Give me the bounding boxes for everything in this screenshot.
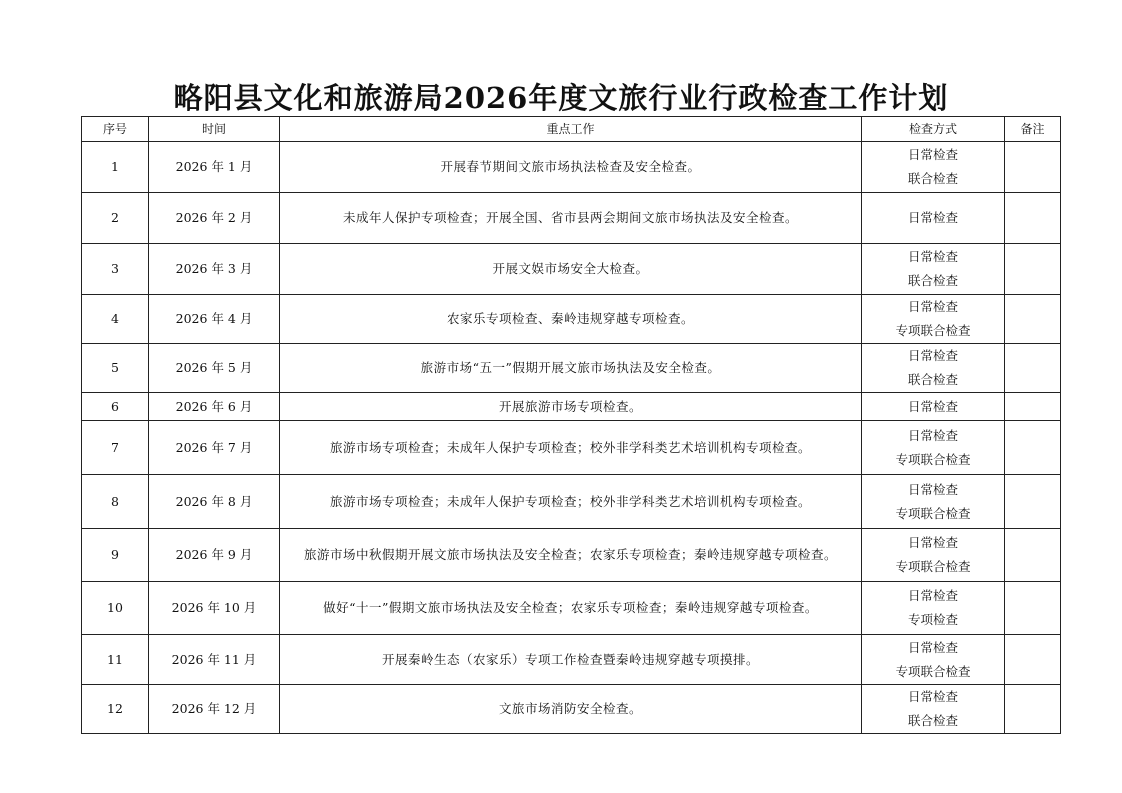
row-time-cell: 2026 年 9 月 — [149, 529, 280, 582]
row-index-cell: 7 — [82, 421, 149, 475]
inspection-method: 专项联合检查 — [895, 663, 971, 679]
document-title: 略阳县文化和旅游局2026年度文旅行业行政检查工作计划 — [173, 81, 949, 115]
row-remark-cell — [1005, 393, 1061, 421]
inspection-method: 日常检查 — [907, 639, 958, 655]
row-time-cell: 2026 年 12 月 — [149, 685, 280, 734]
row-method-cell — [862, 393, 1005, 421]
row-time-cell: 2026 年 3 月 — [149, 244, 280, 295]
inspection-method: 专项检查 — [907, 612, 958, 627]
row-work-cell: 未成年人保护专项检查；开展全国、省市县两会期间文旅市场执法及安全检查。 — [280, 193, 862, 244]
row-work-cell: 开展春节期间文旅市场执法检查及安全检查。 — [280, 142, 862, 193]
row-time-cell: 2026 年 1 月 — [149, 142, 280, 193]
header-remark: 备注 — [1005, 117, 1061, 142]
row-remark-cell — [1005, 421, 1061, 475]
row-index-cell: 10 — [82, 582, 149, 635]
inspection-method: 日常检查 — [907, 588, 958, 603]
table-row — [82, 142, 1061, 193]
table-header-row — [82, 117, 1061, 142]
table-row — [82, 295, 1061, 344]
row-time-cell: 2026 年 8 月 — [149, 475, 280, 529]
row-index-cell: 8 — [82, 475, 149, 529]
inspection-method: 日常检查 — [907, 147, 958, 162]
table-body — [82, 142, 1061, 734]
row-time-cell: 2026 年 10 月 — [149, 582, 280, 635]
row-remark-cell — [1005, 635, 1061, 685]
inspection-method: 日常检查 — [907, 398, 958, 414]
row-method-cell — [862, 344, 1005, 393]
inspection-method: 日常检查 — [907, 299, 958, 314]
inspection-method: 联合检查 — [907, 273, 958, 288]
row-method-cell — [862, 635, 1005, 685]
inspection-method: 专项联合检查 — [895, 323, 971, 338]
table-row — [82, 421, 1061, 475]
row-time-cell: 2026 年 7 月 — [149, 421, 280, 475]
table-row — [82, 393, 1061, 421]
row-time-cell: 2026 年 4 月 — [149, 295, 280, 344]
inspection-method: 日常检查 — [907, 689, 958, 704]
header-time: 时间 — [149, 117, 280, 142]
row-method-cell — [862, 421, 1005, 475]
row-remark-cell — [1005, 244, 1061, 295]
inspection-method: 专项联合检查 — [895, 505, 971, 521]
row-index-cell: 11 — [82, 635, 149, 685]
inspection-method: 日常检查 — [907, 348, 958, 363]
inspection-method: 日常检查 — [907, 535, 958, 550]
inspection-method: 日常检查 — [907, 427, 958, 443]
header-work: 重点工作 — [280, 117, 862, 142]
row-remark-cell — [1005, 582, 1061, 635]
row-index-cell: 5 — [82, 344, 149, 393]
row-method-cell — [862, 142, 1005, 193]
row-index-cell: 4 — [82, 295, 149, 344]
row-work-cell: 旅游市场专项检查；未成年人保护专项检查；校外非学科类艺术培训机构专项检查。 — [280, 421, 862, 475]
table-row — [82, 685, 1061, 734]
inspection-method: 专项联合检查 — [895, 559, 971, 574]
row-remark-cell — [1005, 685, 1061, 734]
row-method-cell — [862, 582, 1005, 635]
row-remark-cell — [1005, 295, 1061, 344]
row-index-cell: 6 — [82, 393, 149, 421]
table-row — [82, 475, 1061, 529]
inspection-method: 日常检查 — [907, 481, 958, 497]
row-remark-cell — [1005, 529, 1061, 582]
row-work-cell: 文旅市场消防安全检查。 — [280, 685, 862, 734]
row-work-cell: 旅游市场专项检查；未成年人保护专项检查；校外非学科类艺术培训机构专项检查。 — [280, 475, 862, 529]
row-method-cell — [862, 193, 1005, 244]
table-row — [82, 193, 1061, 244]
row-method-cell — [862, 685, 1005, 734]
table-row — [82, 244, 1061, 295]
row-remark-cell — [1005, 142, 1061, 193]
row-work-cell: 开展文娱市场安全大检查。 — [280, 244, 862, 295]
header-index: 序号 — [82, 117, 149, 142]
row-remark-cell — [1005, 193, 1061, 244]
table-row — [82, 529, 1061, 582]
row-method-cell — [862, 244, 1005, 295]
header-method: 检查方式 — [862, 117, 1005, 142]
inspection-method: 联合检查 — [907, 713, 958, 728]
row-time-cell: 2026 年 6 月 — [149, 393, 280, 421]
row-work-cell: 开展秦岭生态（农家乐）专项工作检查暨秦岭违规穿越专项摸排。 — [280, 635, 862, 685]
row-work-cell: 开展旅游市场专项检查。 — [280, 393, 862, 421]
inspection-plan-table — [81, 116, 1061, 734]
row-method-cell — [862, 295, 1005, 344]
inspection-method: 日常检查 — [907, 249, 958, 264]
row-index-cell: 12 — [82, 685, 149, 734]
row-time-cell: 2026 年 11 月 — [149, 635, 280, 685]
row-time-cell: 2026 年 5 月 — [149, 344, 280, 393]
row-index-cell: 1 — [82, 142, 149, 193]
row-method-cell — [862, 529, 1005, 582]
row-index-cell: 3 — [82, 244, 149, 295]
table-row — [82, 582, 1061, 635]
table-row — [82, 344, 1061, 393]
row-time-cell: 2026 年 2 月 — [149, 193, 280, 244]
inspection-method: 日常检查 — [907, 210, 958, 225]
row-index-cell: 9 — [82, 529, 149, 582]
inspection-method: 联合检查 — [907, 171, 958, 186]
row-work-cell: 做好“十一”假期文旅市场执法及安全检查；农家乐专项检查；秦岭违规穿越专项检查。 — [280, 582, 862, 635]
inspection-method: 联合检查 — [907, 372, 958, 387]
row-work-cell: 农家乐专项检查、秦岭违规穿越专项检查。 — [280, 295, 862, 344]
row-remark-cell — [1005, 475, 1061, 529]
row-index-cell: 2 — [82, 193, 149, 244]
row-work-cell: 旅游市场中秋假期开展文旅市场执法及安全检查；农家乐专项检查；秦岭违规穿越专项检查。 — [280, 529, 862, 582]
table-row — [82, 635, 1061, 685]
inspection-method: 专项联合检查 — [895, 451, 971, 467]
row-remark-cell — [1005, 344, 1061, 393]
row-method-cell — [862, 475, 1005, 529]
row-work-cell: 旅游市场“五一”假期开展文旅市场执法及安全检查。 — [280, 344, 862, 393]
